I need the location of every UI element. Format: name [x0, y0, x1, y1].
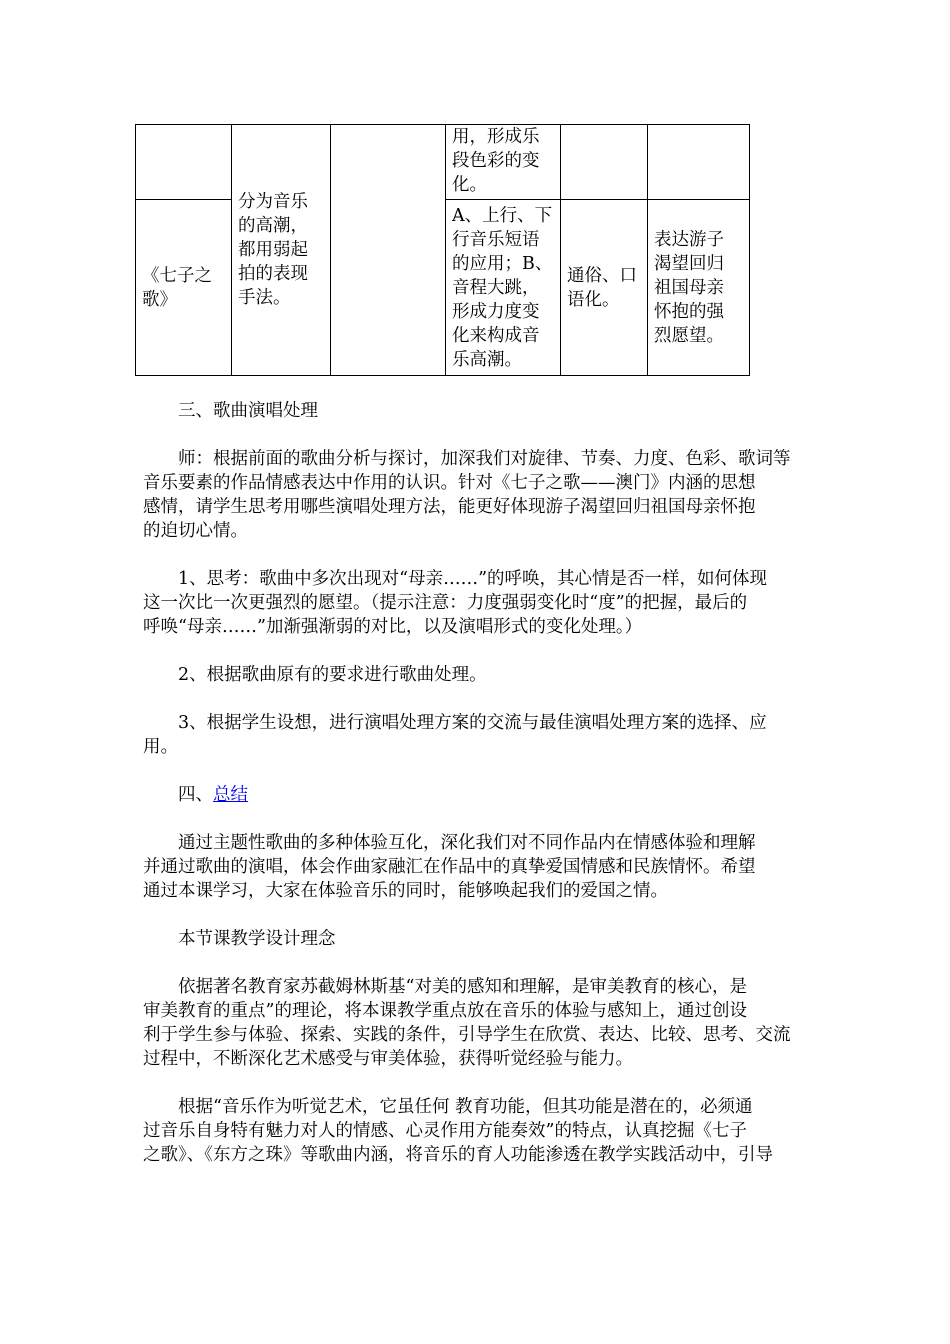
paragraph-line: 过音乐自身特有魅力对人的情感、心灵作用方能奏效”的特点，认真挖掘《七子 [143, 1121, 747, 1141]
analysis-table [135, 124, 750, 376]
cell-line: 段色彩的变 [452, 151, 540, 171]
paragraph-line: 用。 [143, 737, 178, 757]
paragraph-line: 的迫切心情。 [143, 521, 248, 541]
paragraph-line: 根据“音乐作为听觉艺术，它虽任何 教育功能，但其功能是潜在的，必须通 [178, 1097, 753, 1117]
paragraph-line: 过程中，不断深化艺术感受与审美体验，获得听觉经验与能力。 [143, 1049, 633, 1069]
section-heading-design-concept: 本节课教学设计理念 [178, 929, 336, 949]
cell-line: 祖国母亲 [654, 277, 724, 298]
cell-line: 拍的表现 [238, 264, 308, 284]
cell-line: 手法。 [238, 288, 291, 308]
summary-link[interactable]: 总结 [213, 785, 248, 805]
paragraph-line: 之歌》、《东方之珠》等歌曲内涵，将音乐的育人功能渗透在教学实践活动中，引导 [143, 1145, 773, 1165]
table-cell-melody [446, 200, 561, 376]
cell-line: 表达游子 [654, 229, 724, 250]
paragraph-concept-1 [143, 975, 806, 1071]
paragraph-line: 通过本课学习，大家在体验音乐的同时，能够唤起我们的爱国之情。 [143, 881, 668, 901]
cell-line: 烈愿望。 [654, 325, 724, 346]
cell-line: 形成力度变 [452, 301, 540, 322]
paragraph-line: 感情，请学生思考用哪些演唱处理方法，能更好体现游子渴望回归祖国母亲怀抱 [143, 497, 756, 517]
cell-line: 化来构成音 [452, 325, 540, 346]
paragraph-line: 依据著名教育家苏截姆林斯基“对美的感知和理解，是审美教育的核心，是 [178, 977, 747, 997]
cell-line: 化。 [452, 175, 487, 195]
cell-line: 音程大跳， [452, 277, 540, 298]
paragraph-line: 1、思考：歌曲中多次出现对“母亲……”的呼唤，其心情是否一样，如何体现 [178, 569, 768, 589]
table-cell [648, 125, 750, 200]
table-cell [331, 125, 446, 376]
paragraph-concept-2 [143, 1095, 806, 1167]
section-heading-summary [178, 783, 248, 807]
paragraph-think [143, 567, 806, 639]
paragraph-line: 并通过歌曲的演唱，体会作曲家融汇在作品中的真挚爱国情感和民族情怀。希望 [143, 857, 756, 877]
paragraph-line: 利于学生参与体验、探索、实践的条件，引导学生在欣赏、表达、比较、思考、交流 [143, 1025, 791, 1045]
paragraph-teacher-intro [143, 447, 806, 543]
table-cell-structure [232, 125, 331, 376]
paragraph-process [143, 663, 806, 687]
paragraph-line: 3、根据学生设想，进行演唱处理方案的交流与最佳演唱处理方案的选择、应 [178, 713, 767, 733]
cell-line: 怀抱的强 [654, 301, 724, 322]
paragraph-line: 师：根据前面的歌曲分析与探讨，加深我们对旋律、节奏、力度、色彩、歌词等 [178, 449, 791, 469]
paragraph-line: 呼唤“母亲……”加渐强渐弱的对比，以及演唱形式的变化处理。） [143, 617, 643, 637]
cell-line: 歌》 [142, 289, 177, 310]
paragraph-line: 2、根据歌曲原有的要求进行歌曲处理。 [178, 665, 487, 685]
cell-line: 都用弱起 [238, 240, 308, 260]
cell-line: 《七子之 [142, 265, 212, 286]
table-row [136, 125, 750, 200]
paragraph-line: 音乐要素的作品情感表达中作用的认识。针对《七子之歌——澳门》内涵的思想 [143, 473, 756, 493]
table-cell-emotion [648, 200, 750, 376]
table-cell [136, 125, 232, 200]
section-heading-singing: 三、歌曲演唱处理 [178, 401, 318, 421]
cell-line: 分为音乐 [238, 192, 308, 212]
cell-line: 用，形成乐 [452, 127, 540, 147]
cell-line: 语化。 [567, 289, 620, 310]
table-cell [561, 125, 648, 200]
section-number: 四、 [178, 785, 213, 805]
table-cell-lyrics [561, 200, 648, 376]
cell-line: 的应用；B、 [452, 253, 553, 274]
paragraph-exchange [143, 711, 806, 759]
cell-line: A、上行、下 [452, 205, 553, 226]
cell-line: 渴望回归 [654, 253, 724, 274]
cell-line: 通俗、口 [567, 265, 637, 286]
paragraph-summary [143, 831, 806, 903]
paragraph-line: 这一次比一次更强烈的愿望。（提示注意：力度强弱变化时“度”的把握，最后的 [143, 593, 748, 613]
table-cell-melody [446, 125, 561, 200]
paragraph-line: 通过主题性歌曲的多种体验互化，深化我们对不同作品内在情感体验和理解 [178, 833, 756, 853]
paragraph-line: 审美教育的重点”的理论，将本课教学重点放在音乐的体验与感知上，通过创设 [143, 1001, 747, 1021]
cell-line: 行音乐短语 [452, 229, 540, 250]
table-cell-song-title [136, 200, 232, 376]
cell-line: 乐高潮。 [452, 349, 522, 370]
cell-line: 的高潮， [238, 216, 308, 236]
